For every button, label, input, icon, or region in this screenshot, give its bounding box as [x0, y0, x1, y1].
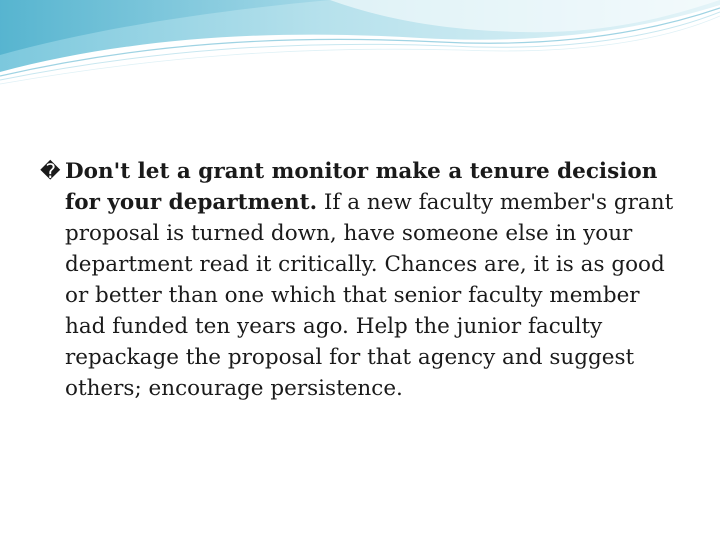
bullet-lead-text: Don't let a grant monitor make a tenure decision for your department. — [65, 159, 658, 215]
bullet-paragraph — [40, 156, 680, 404]
header-wave-decoration — [0, 0, 720, 90]
bullet-body-text: If a new faculty member's grant proposal is turned down, have someone else in your department read it critically. Chances are, it is as good or better than one which that senior faculty member had funded ten years ago. Help the junior faculty repackage the proposal for that agency and suggest others; encourage persistence. — [65, 190, 674, 401]
bullet-icon: � — [40, 159, 61, 183]
slide-body — [40, 156, 680, 404]
